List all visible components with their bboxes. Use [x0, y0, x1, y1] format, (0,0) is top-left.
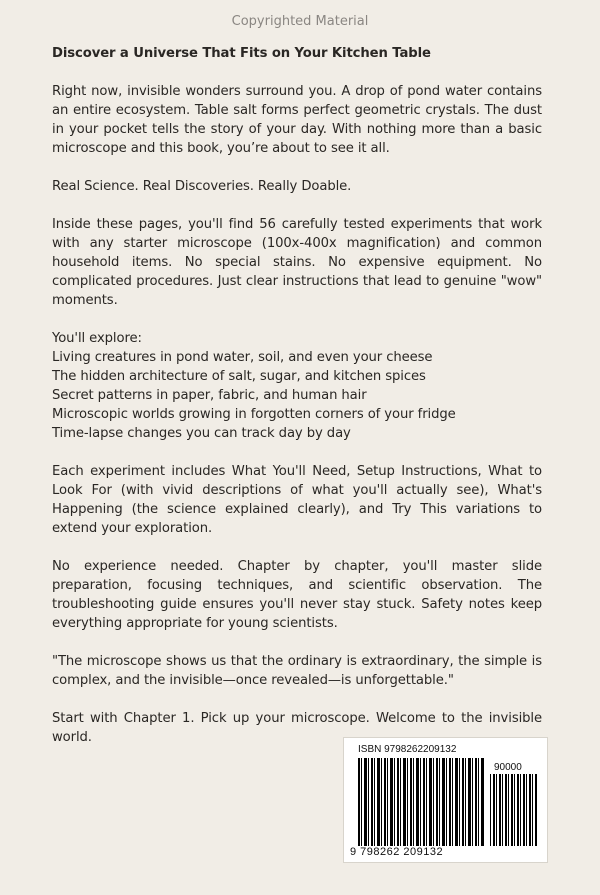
- barcode-digits: 9 798262 209132: [350, 846, 444, 858]
- heading: Discover a Universe That Fits on Your Kitchen Table: [52, 46, 431, 61]
- price-code: 90000: [494, 762, 522, 773]
- list-item: Time-lapse changes you can track day by day: [52, 426, 351, 441]
- back-cover-text: [52, 44, 542, 766]
- tagline: Real Science. Real Discoveries. Really Doable.: [52, 179, 352, 194]
- price-barcode-bars: [490, 774, 538, 846]
- experience-paragraph: No experience needed. Chapter by chapter, you'll master slide preparation, focusing techniques, and scientific observation. The troubleshooting guide ensures you'll never stay stuck. Safety notes keep everything appropriate for young scientists.: [52, 559, 542, 631]
- list-item: Secret patterns in paper, fabric, and human hair: [52, 388, 367, 403]
- explore-title: You'll explore:: [52, 331, 142, 346]
- isbn-label: ISBN 9798262209132: [358, 744, 457, 755]
- experiment-paragraph: Each experiment includes What You'll Need, Setup Instructions, What to Look For (with vivid descriptions of what you'll actually see), What's Happening (the science explained clearly), and Try This variations to extend your exploration.: [52, 464, 542, 536]
- list-item: Microscopic worlds growing in forgotten corners of your fridge: [52, 407, 456, 422]
- intro-paragraph: Right now, invisible wonders surround you. A drop of pond water contains an entire ecosystem. Table salt forms perfect geometric crystals. The dust in your pocket tells the story of your day. With nothing more than a basic microscope and this book, you’re about to see it all.: [52, 84, 542, 156]
- barcode: [343, 737, 548, 863]
- list-item: Living creatures in pond water, soil, and even your cheese: [52, 350, 433, 365]
- list-item: The hidden architecture of salt, sugar, and kitchen spices: [52, 369, 426, 384]
- description-paragraph: Inside these pages, you'll find 56 carefully tested experiments that work with any starter microscope (100x-400x magnification) and common household items. No special stains. No expensive equipment. No complicated procedures. Just clear instructions that lead to genuine "wow" moments.: [52, 217, 542, 308]
- watermark-text: Copyrighted Material: [231, 14, 369, 29]
- closing-paragraph: Start with Chapter 1. Pick up your microscope. Welcome to the invisible world.: [52, 711, 542, 745]
- quote: "The microscope shows us that the ordinary is extraordinary, the simple is complex, and the invisible—once revealed—is unforgettable.": [52, 654, 542, 688]
- barcode-bars: [358, 758, 485, 846]
- explore-list: [52, 348, 542, 443]
